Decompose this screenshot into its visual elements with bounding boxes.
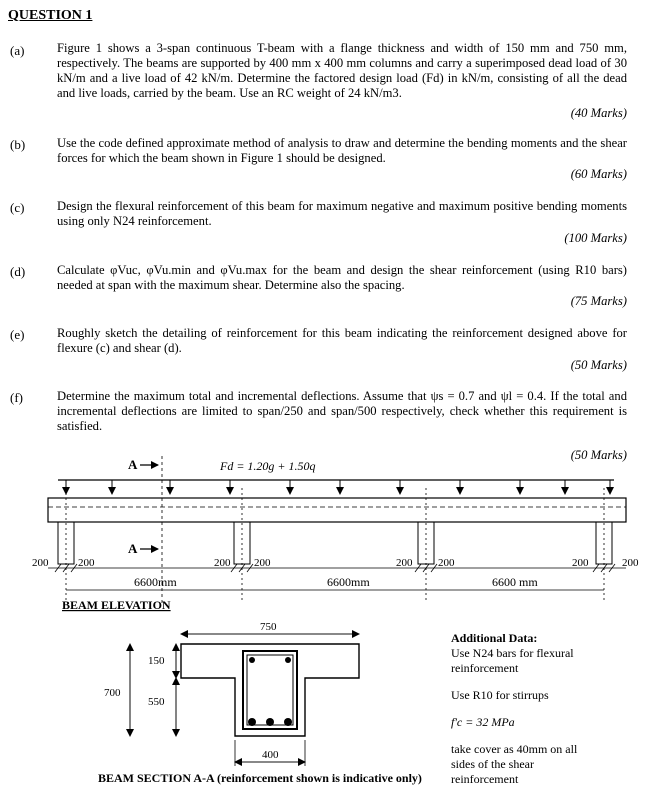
beam-section bbox=[104, 621, 359, 766]
section-width: 750 bbox=[260, 621, 277, 633]
section-depth: 700 bbox=[104, 687, 121, 699]
dim-200: 200 bbox=[32, 557, 49, 569]
dim-200: 200 bbox=[254, 557, 271, 569]
dim-200: 200 bbox=[438, 557, 455, 569]
web-width: 400 bbox=[262, 749, 279, 761]
additional-n24: Use N24 bars for flexural reinforcement bbox=[451, 646, 574, 675]
part-c-label: (c) bbox=[10, 200, 25, 215]
part-f-marks: (50 Marks) bbox=[570, 448, 627, 462]
part-e-text: Roughly sketch the detailing of reinforcement for this beam indicating the reinforcement designed above for flexure (c) and shear (d). bbox=[57, 326, 627, 355]
flange-thickness: 150 bbox=[148, 655, 165, 667]
part-b-text: Use the code defined approximate method of analysis to draw and determine the bending moments and the shear forces for which the beam shown in Figure 1 should be designed. bbox=[57, 136, 627, 165]
elevation-title: BEAM ELEVATION bbox=[62, 598, 171, 612]
columns bbox=[58, 522, 612, 564]
part-d-label: (d) bbox=[10, 264, 26, 279]
load-arrows bbox=[66, 480, 610, 494]
additional-title: Additional Data: bbox=[451, 631, 538, 645]
section-marker-bottom bbox=[128, 541, 158, 556]
span-1: 6600mm bbox=[134, 575, 177, 589]
dim-200: 200 bbox=[396, 557, 413, 569]
dim-200: 200 bbox=[572, 557, 589, 569]
part-a-marks: (40 Marks) bbox=[570, 106, 627, 120]
question-heading: QUESTION 1 bbox=[8, 8, 93, 23]
part-d-text: Calculate φVuc, φVu.min and φVu.max for the beam and design the shear reinforcement (using R10 bars) needed at span with the maximum shear. Determine also the spacing. bbox=[57, 263, 627, 292]
part-e-marks: (50 Marks) bbox=[570, 358, 627, 372]
additional-fc: f'c = 32 MPa bbox=[451, 715, 515, 729]
svg-text:A: A bbox=[128, 457, 138, 472]
part-f-text: Determine the maximum total and incremental deflections. Assume that ψs = 0.7 and ψl = 0.4. If the total and incremental deflections are limited to span/250 and span/500 respectively, check whether this requirement is satisfied. bbox=[57, 389, 627, 433]
part-f-label: (f) bbox=[10, 390, 23, 405]
dim-200: 200 bbox=[214, 557, 231, 569]
span-2: 6600mm bbox=[327, 575, 370, 589]
section-title: BEAM SECTION A-A (reinforcement shown is indicative only) bbox=[98, 771, 422, 785]
load-label: Fd = 1.20g + 1.50q bbox=[220, 459, 316, 473]
part-e-label: (e) bbox=[10, 327, 25, 342]
part-a-text: Figure 1 shows a 3-span continuous T-beam with a flange thickness and width of 150 mm and 750 mm, respectively. The beams are supported by 400 mm x 400 mm columns and carry a superimposed dead load of 30 kN/m and a live load of 42 kN/m. Determine the factored design load (Fd) in kN/m, consisting of all the dead and live loads, carried by the beam. Use an RC weight of 24 kN/m3. bbox=[57, 41, 627, 100]
web-depth: 550 bbox=[148, 696, 165, 708]
additional-cover: take cover as 40mm on all sides of the shear reinforcement bbox=[451, 742, 578, 786]
part-b-label: (b) bbox=[10, 137, 26, 152]
beam-elevation bbox=[48, 498, 626, 522]
svg-text:A: A bbox=[128, 541, 138, 556]
part-c-marks: (100 Marks) bbox=[564, 231, 627, 245]
part-a-label: (a) bbox=[10, 43, 25, 58]
dim-200: 200 bbox=[622, 557, 639, 569]
dim-200: 200 bbox=[78, 557, 95, 569]
span-3: 6600 mm bbox=[492, 575, 538, 589]
part-d-marks: (75 Marks) bbox=[570, 294, 627, 308]
part-c-text: Design the flexural reinforcement of this beam for maximum negative and maximum positive bending moments using only N24 reinforcement. bbox=[57, 199, 627, 228]
additional-data bbox=[451, 631, 601, 787]
part-b-marks: (60 Marks) bbox=[570, 167, 627, 181]
additional-r10: Use R10 for stirrups bbox=[451, 688, 549, 702]
